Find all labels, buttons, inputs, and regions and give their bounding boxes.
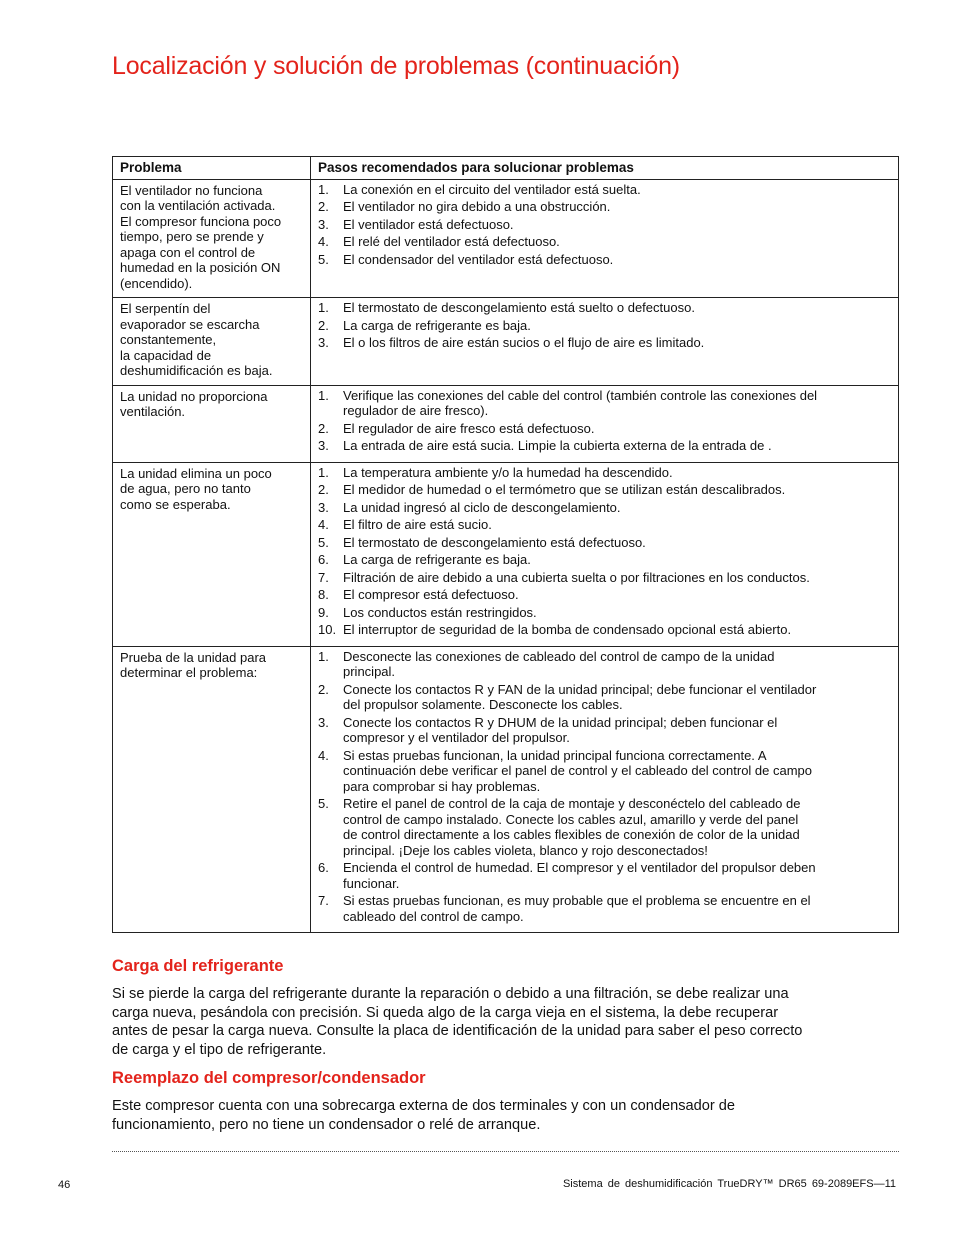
step-item [318,587,892,603]
step-item [318,605,892,621]
problem-cell: La unidad elimina un poco de agua, pero no tanto como se esperaba. [113,462,311,646]
step-number: 1. [318,300,329,315]
steps-cell [311,179,899,298]
problem-cell: La unidad no proporciona ventilación. [113,385,311,462]
step-text: La conexión en el circuito del ventilador está suelta. [343,181,641,197]
steps-cell [311,462,899,646]
step-number: 2. [318,681,329,697]
step-number: 7. [318,569,329,585]
step-text: El regulador de aire fresco está defectuoso. [343,420,595,436]
step-text: La unidad ingresó al ciclo de descongelamiento. [343,499,621,515]
step-item [318,438,892,454]
step-item [318,517,892,533]
section-heading-refrigerant-charge: Carga del refrigerante [112,957,284,975]
step-text: La entrada de aire está sucia. Limpie la cubierta externa de la entrada de . [343,438,772,453]
steps-list [318,649,892,925]
step-text: El interruptor de seguridad de la bomba de condensado opcional está abierto. [343,622,792,637]
step-number: 2. [318,317,329,333]
step-number: 1. [318,648,329,664]
column-header-steps: Pasos recomendados para solucionar problemas [311,157,899,180]
step-text: El termostato de descongelamiento está suelto o defectuoso. [343,300,695,315]
step-number: 1. [318,464,329,480]
steps-list [318,388,892,454]
step-item [318,300,892,316]
footer-divider [112,1151,899,1152]
steps-list [318,300,892,351]
step-number: 4. [318,234,329,249]
step-item [318,465,892,481]
step-number: 4. [318,747,329,763]
step-item [318,482,892,498]
steps-cell [311,385,899,462]
table-row [113,462,899,646]
step-item [318,335,892,351]
step-number: 2. [318,482,329,497]
step-number: 6. [318,860,329,875]
step-item [318,622,892,638]
step-text: El filtro de aire está sucio. [343,517,492,532]
step-number: 5. [318,796,329,811]
steps-list [318,182,892,268]
step-text: La temperatura ambiente y/o la humedad ha descendido. [343,464,673,480]
step-item [318,217,892,233]
problem-cell: El serpentín del evaporador se escarcha constantemente, la capacidad de deshumidificación es baja. [113,298,311,386]
step-item [318,715,892,746]
step-text: El ventilador está defectuoso. [343,216,514,232]
footer-text: Sistema de deshumidificación TrueDRY™ DR65 69-2089EFS—11 [562,1178,896,1190]
step-text: Retire el panel de control de la caja de montaje y desconéctelo del cableado de control de campo instalado. Conecte los cables azul, amarillo y verde del panel de control directamente a los cables flexibles de conexión de color de la unidad principal. ¡Deje los cables violeta, blanco y rojo desconectados! [343,796,801,858]
step-text: El medidor de humedad o el termómetro que se utilizan están descalibrados. [343,482,786,497]
step-item [318,252,892,268]
step-item [318,199,892,215]
page-title: Localización y solución de problemas (continuación) [112,52,680,80]
step-number: 5. [318,251,329,267]
step-item [318,796,892,858]
step-item [318,748,892,795]
step-number: 5. [318,534,329,550]
step-text: Encienda el control de humedad. El compresor y el ventilador del propulsor deben funcionar. [343,860,816,891]
steps-cell [311,298,899,386]
table-row [113,179,899,298]
step-text: Desconecte las conexiones de cableado del control de campo de la unidad principal. [343,648,775,679]
step-text: Conecte los contactos R y FAN de la unidad principal; debe funcionar el ventilador del propulsor solamente. Desconecte los cables. [343,681,817,712]
step-text: La carga de refrigerante es baja. [343,552,531,567]
step-text: Verifique las conexiones del cable del control (también controle las conexiones del regulador de aire fresco). [343,387,818,418]
table-header-row [113,157,899,180]
step-item [318,682,892,713]
step-text: Conecte los contactos R y DHUM de la unidad principal; deben funcionar el compresor y el ventilador del propulsor. [343,714,778,745]
step-number: 3. [318,499,329,515]
step-number: 1. [318,181,329,197]
step-text: La carga de refrigerante es baja. [343,317,531,333]
step-text: Los conductos están restringidos. [343,604,537,620]
table-row [113,298,899,386]
table-body [113,179,899,933]
step-number: 7. [318,893,329,908]
step-item [318,552,892,568]
step-item [318,182,892,198]
step-number: 2. [318,420,329,436]
step-text: El relé del ventilador está defectuoso. [343,234,560,249]
step-number: 1. [318,387,329,403]
step-number: 10. [318,622,337,637]
steps-list [318,465,892,638]
troubleshooting-table [112,156,899,933]
steps-cell [311,646,899,933]
step-item [318,535,892,551]
section-heading-compressor-replacement: Reemplazo del compresor/condensador [112,1069,426,1087]
problem-cell: El ventilador no funciona con la ventilación activada. El compresor funciona poco tiempo, pero se prende y apaga con el control de humedad en la posición ON (encendido). [113,179,311,298]
step-number: 6. [318,552,329,567]
step-text: El compresor está defectuoso. [343,587,519,602]
step-item [318,318,892,334]
step-number: 2. [318,199,329,214]
column-header-problem: Problema [113,157,311,180]
page-number: 46 [58,1179,71,1191]
step-text: Si estas pruebas funcionan, la unidad principal funciona correctamente. A continuación debe verificar el panel de control y el cableado del control de campo para comprobar si hay problemas. [343,747,813,794]
step-text: El ventilador no gira debido a una obstrucción. [343,199,611,214]
section-body-refrigerant-charge: Si se pierde la carga del refrigerante durante la reparación o debido a una filtración, se debe realizar una carga nueva, pesándola con precisión. Si queda algo de la carga vieja en el sistema, la debe recuperar antes de pesar la carga nueva. Consulte la placa de identificación de la unidad para saber el peso correcto de carga y el tipo de refrigerante. [112,986,803,1058]
step-item [318,893,892,924]
step-text: El condensador del ventilador está defectuoso. [343,251,614,267]
step-item [318,649,892,680]
step-item [318,388,892,419]
step-number: 3. [318,335,329,350]
table-row [113,646,899,933]
step-text: Si estas pruebas funcionan, es muy probable que el problema se encuentre en el cableado del control de campo. [343,893,811,924]
step-item [318,860,892,891]
problem-cell: Prueba de la unidad para determinar el problema: [113,646,311,933]
step-number: 3. [318,216,329,232]
step-item [318,570,892,586]
step-number: 3. [318,714,329,730]
table-row [113,385,899,462]
step-text: Filtración de aire debido a una cubierta suelta o por filtraciones en los conductos. [343,569,810,585]
section-body-compressor-replacement: Este compresor cuenta con una sobrecarga externa de dos terminales y con un condensador de funcionamiento, pero no tiene un condensador o relé de arranque. [112,1098,736,1133]
step-number: 3. [318,438,329,453]
step-item [318,234,892,250]
step-number: 9. [318,604,329,620]
step-text: El o los filtros de aire están sucios o el flujo de aire es limitado. [343,335,705,350]
step-item [318,500,892,516]
step-text: El termostato de descongelamiento está defectuoso. [343,534,646,550]
step-number: 8. [318,587,329,602]
step-item [318,421,892,437]
step-number: 4. [318,517,329,532]
